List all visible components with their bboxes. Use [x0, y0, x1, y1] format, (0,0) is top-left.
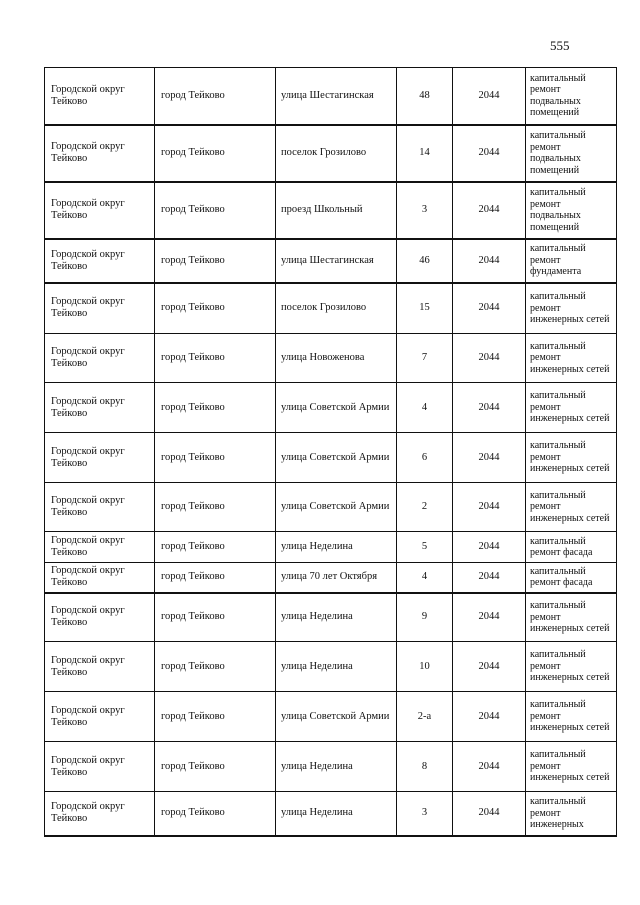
settlement-cell: город Тейково — [155, 125, 276, 182]
work-type-cell: капитальный ремонт инженерных сетей — [526, 383, 617, 433]
table-row — [45, 334, 617, 383]
municipality-cell: Городской округ Тейково — [45, 433, 155, 483]
table-row — [45, 692, 617, 742]
table-row — [45, 68, 617, 125]
page-number: 555 — [550, 38, 570, 53]
municipality-cell: Городской округ Тейково — [45, 483, 155, 532]
work-type-cell: капитальный ремонт инженерных — [526, 792, 617, 836]
work-type-cell: капитальный ремонт инженерных сетей — [526, 433, 617, 483]
house-number-cell: 2 — [397, 483, 453, 532]
settlement-cell: город Тейково — [155, 182, 276, 239]
settlement-cell: город Тейково — [155, 283, 276, 334]
street-cell: улица Советской Армии — [276, 692, 397, 742]
settlement-cell: город Тейково — [155, 692, 276, 742]
table-row — [45, 792, 617, 836]
planned-year-cell: 2044 — [453, 642, 526, 692]
work-type-cell: капитальный ремонт фундамента — [526, 239, 617, 283]
planned-year-cell: 2044 — [453, 125, 526, 182]
table-row — [45, 593, 617, 642]
work-type-cell: капитальный ремонт инженерных сетей — [526, 742, 617, 792]
house-number-cell: 3 — [397, 182, 453, 239]
planned-year-cell: 2044 — [453, 68, 526, 125]
municipality-cell: Городской округ Тейково — [45, 125, 155, 182]
house-number-cell: 15 — [397, 283, 453, 334]
street-cell: проезд Школьный — [276, 182, 397, 239]
settlement-cell: город Тейково — [155, 239, 276, 283]
house-number-cell: 5 — [397, 532, 453, 563]
planned-year-cell: 2044 — [453, 239, 526, 283]
street-cell: улица Неделина — [276, 742, 397, 792]
planned-year-cell: 2044 — [453, 483, 526, 532]
work-type-cell: капитальный ремонт подвальных помещений — [526, 182, 617, 239]
work-type-cell: капитальный ремонт инженерных сетей — [526, 642, 617, 692]
municipality-cell: Городской округ Тейково — [45, 283, 155, 334]
house-number-cell: 2-а — [397, 692, 453, 742]
street-cell: улица Советской Армии — [276, 433, 397, 483]
street-cell: улица Советской Армии — [276, 483, 397, 532]
municipality-cell: Городской округ Тейково — [45, 334, 155, 383]
settlement-cell: город Тейково — [155, 433, 276, 483]
work-type-cell: капитальный ремонт инженерных сетей — [526, 283, 617, 334]
work-type-cell: капитальный ремонт инженерных сетей — [526, 593, 617, 642]
work-type-cell: капитальный ремонт подвальных помещений — [526, 68, 617, 125]
work-type-cell: капитальный ремонт инженерных сетей — [526, 483, 617, 532]
table-row — [45, 483, 617, 532]
planned-year-cell: 2044 — [453, 334, 526, 383]
street-cell: улица Неделина — [276, 642, 397, 692]
municipality-cell: Городской округ Тейково — [45, 792, 155, 836]
settlement-cell: город Тейково — [155, 563, 276, 593]
street-cell: улица Неделина — [276, 532, 397, 563]
street-cell: поселок Грозилово — [276, 125, 397, 182]
settlement-cell: город Тейково — [155, 742, 276, 792]
work-type-cell: капитальный ремонт подвальных помещений — [526, 125, 617, 182]
street-cell: улица Шестагинская — [276, 239, 397, 283]
house-number-cell: 14 — [397, 125, 453, 182]
table-row — [45, 433, 617, 483]
house-number-cell: 9 — [397, 593, 453, 642]
municipality-cell: Городской округ Тейково — [45, 593, 155, 642]
house-number-cell: 46 — [397, 239, 453, 283]
house-number-cell: 7 — [397, 334, 453, 383]
settlement-cell: город Тейково — [155, 792, 276, 836]
planned-year-cell: 2044 — [453, 563, 526, 593]
work-type-cell: капитальный ремонт фасада — [526, 563, 617, 593]
street-cell: улица Советской Армии — [276, 383, 397, 433]
repair-schedule-table — [44, 67, 617, 837]
planned-year-cell: 2044 — [453, 433, 526, 483]
planned-year-cell: 2044 — [453, 792, 526, 836]
settlement-cell: город Тейково — [155, 334, 276, 383]
municipality-cell: Городской округ Тейково — [45, 742, 155, 792]
municipality-cell: Городской округ Тейково — [45, 182, 155, 239]
municipality-cell: Городской округ Тейково — [45, 642, 155, 692]
municipality-cell: Городской округ Тейково — [45, 239, 155, 283]
settlement-cell: город Тейково — [155, 593, 276, 642]
planned-year-cell: 2044 — [453, 692, 526, 742]
table-body — [45, 68, 617, 836]
house-number-cell: 4 — [397, 563, 453, 593]
planned-year-cell: 2044 — [453, 383, 526, 433]
table-row — [45, 182, 617, 239]
planned-year-cell: 2044 — [453, 532, 526, 563]
table-row — [45, 383, 617, 433]
street-cell: поселок Грозилово — [276, 283, 397, 334]
street-cell: улица Шестагинская — [276, 68, 397, 125]
work-type-cell: капитальный ремонт инженерных сетей — [526, 334, 617, 383]
work-type-cell: капитальный ремонт фасада — [526, 532, 617, 563]
house-number-cell: 10 — [397, 642, 453, 692]
house-number-cell: 3 — [397, 792, 453, 836]
settlement-cell: город Тейково — [155, 383, 276, 433]
work-type-cell: капитальный ремонт инженерных сетей — [526, 692, 617, 742]
municipality-cell: Городской округ Тейково — [45, 532, 155, 563]
planned-year-cell: 2044 — [453, 182, 526, 239]
house-number-cell: 4 — [397, 383, 453, 433]
table-row — [45, 742, 617, 792]
municipality-cell: Городской округ Тейково — [45, 692, 155, 742]
settlement-cell: город Тейково — [155, 642, 276, 692]
settlement-cell: город Тейково — [155, 532, 276, 563]
municipality-cell: Городской округ Тейково — [45, 563, 155, 593]
municipality-cell: Городской округ Тейково — [45, 383, 155, 433]
house-number-cell: 6 — [397, 433, 453, 483]
settlement-cell: город Тейково — [155, 483, 276, 532]
settlement-cell: город Тейково — [155, 68, 276, 125]
table-row — [45, 239, 617, 283]
table-row — [45, 563, 617, 593]
table-row — [45, 125, 617, 182]
planned-year-cell: 2044 — [453, 283, 526, 334]
table-row — [45, 532, 617, 563]
street-cell: улица Неделина — [276, 792, 397, 836]
municipality-cell: Городской округ Тейково — [45, 68, 155, 125]
table-row — [45, 283, 617, 334]
house-number-cell: 48 — [397, 68, 453, 125]
planned-year-cell: 2044 — [453, 742, 526, 792]
street-cell: улица 70 лет Октября — [276, 563, 397, 593]
planned-year-cell: 2044 — [453, 593, 526, 642]
street-cell: улица Новоженова — [276, 334, 397, 383]
table-row — [45, 642, 617, 692]
street-cell: улица Неделина — [276, 593, 397, 642]
house-number-cell: 8 — [397, 742, 453, 792]
